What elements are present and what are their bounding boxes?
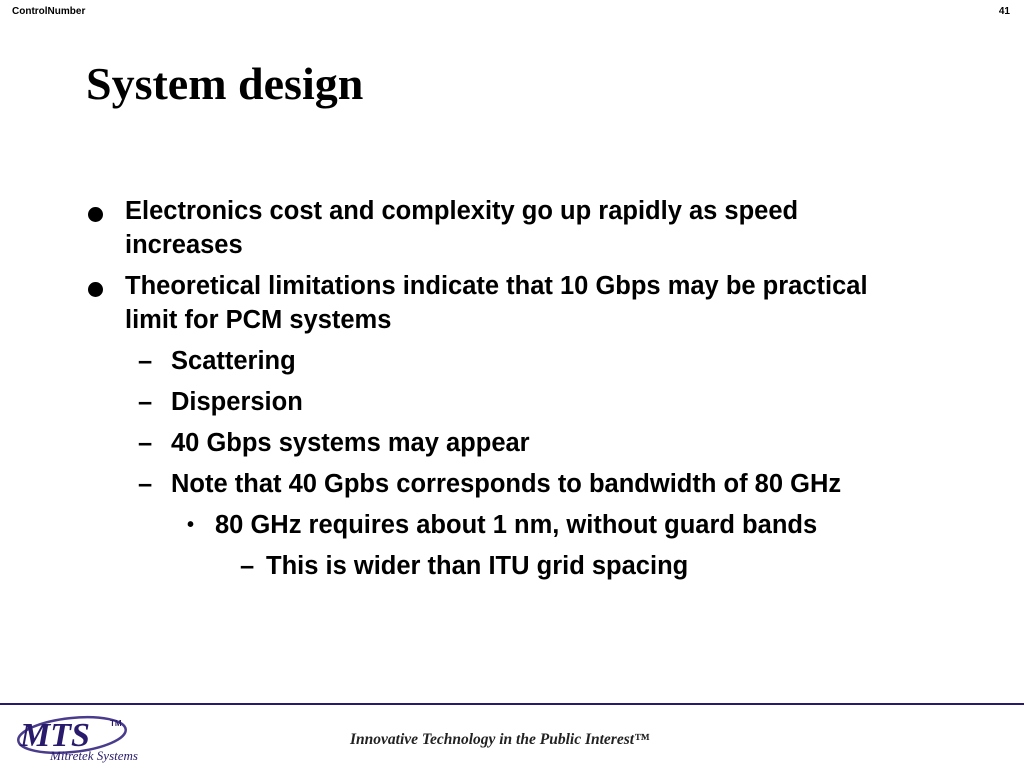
- sub-bullet-item: [0, 426, 1024, 460]
- sub-bullet-item: [0, 467, 1024, 501]
- logo-trademark: TM: [110, 719, 122, 728]
- sub-bullet-text: Note that 40 Gpbs corresponds to bandwidth of 80 GHz: [171, 470, 842, 498]
- footer-tagline: Innovative Technology in the Public Interest™: [350, 731, 650, 748]
- sub-bullet-item: [0, 385, 1024, 419]
- logo-subtitle: Mitretek Systems: [50, 748, 138, 763]
- third-level-text: 80 GHz requires about 1 nm, without guard bands: [215, 511, 818, 539]
- mts-logo: [14, 710, 164, 764]
- dash-icon: –: [138, 429, 153, 457]
- bullet-text: Theoretical limitations indicate that 10 Gbps may be practical limit for PCM systems: [125, 272, 868, 334]
- bullet-item: [0, 269, 895, 337]
- dash-icon: –: [138, 347, 153, 375]
- footer-divider: [0, 703, 1024, 705]
- dash-icon: –: [138, 470, 153, 498]
- bullet-dot-icon: [88, 207, 103, 222]
- fourth-level-item: [0, 549, 1024, 583]
- sub-bullet-text: Dispersion: [171, 388, 303, 416]
- sub-bullet-item: [0, 344, 1024, 378]
- slide-title: System design: [86, 58, 364, 109]
- bullet-text: Electronics cost and complexity go up rapidly as speed increases: [125, 197, 799, 259]
- sub-bullet-text: 40 Gbps systems may appear: [171, 429, 530, 457]
- bullet-list: [0, 194, 1024, 590]
- page-number: 41: [998, 6, 1010, 17]
- third-level-item: [0, 508, 1024, 542]
- bullet-dot-icon: [88, 282, 103, 297]
- dash-icon: –: [138, 388, 153, 416]
- fourth-level-text: This is wider than ITU grid spacing: [266, 552, 689, 580]
- bullet-item: [0, 194, 895, 262]
- control-number-label: ControlNumber: [12, 6, 86, 17]
- sub-bullet-text: Scattering: [171, 347, 296, 375]
- dash-icon: –: [240, 552, 255, 580]
- logo-mark: MTS: [20, 717, 90, 754]
- small-bullet-icon: •: [187, 514, 195, 536]
